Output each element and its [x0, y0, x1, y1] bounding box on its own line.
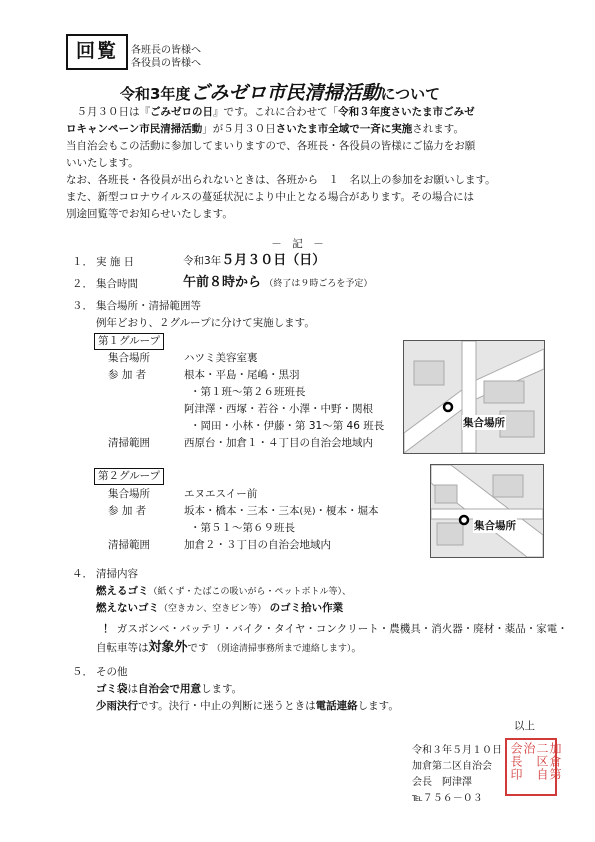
item-2-label: 集合時間 — [96, 278, 138, 290]
exclusion-line-1: ！ ガスボンベ・バッテリ・バイク・タイヤ・コンクリート・農機具・消火器・廃材・薬品・家電・ — [103, 623, 568, 635]
other-line-1: ゴミ袋は自治会で用意します。 — [96, 683, 243, 695]
group-2-place: エヌエスイー前 — [184, 488, 258, 500]
item-5-label: その他 — [96, 666, 128, 678]
group-2-map — [430, 464, 544, 558]
group-2-label: 第２グループ — [94, 468, 164, 485]
item-4-label: 清掃内容 — [96, 568, 138, 580]
intro-line: また、新型コロナウイルスの蔓延状況により中止となる場合があります。その場合には — [66, 191, 475, 203]
item-1-value: 令和3年５月３０日（日） — [183, 253, 326, 268]
group-1-participants: 根本・平島・尾嶋・黒羽 — [184, 369, 300, 381]
exclamation-icon: ！ — [103, 623, 114, 635]
group-1-map-label: 集合場所 — [463, 417, 505, 429]
item-2-number: ２． — [72, 278, 93, 290]
address-line-2: 各役員の皆様へ — [131, 58, 201, 69]
ki-heading: － 記 － — [271, 238, 324, 250]
nonburnable-line: 燃えないゴミ（空きカン、空きビン等） のゴミ拾い作業 — [96, 602, 344, 614]
exclusion-line-2: 自転車等は対象外です （別途清掃事務所まで連絡します）。 — [96, 640, 362, 655]
intro-line: いいたします。 — [66, 157, 139, 169]
intro-line: ロキャンペーン市民清掃活動」が５月３０日さいたま市全域で一斉に実施されます。 — [66, 123, 464, 135]
group-2-range: 加倉２・３丁目の自治会地域内 — [184, 539, 331, 551]
seal-column: 加倉第 — [548, 742, 562, 781]
seal-column: 会長印 — [509, 742, 523, 781]
intro-line: ５月３０日は『ごみゼロの日』です。これに合わせて「令和３年度さいたま市ごみゼ — [76, 106, 475, 118]
item-1-number: １． — [72, 256, 93, 268]
group-2-range-label: 清掃範囲 — [108, 539, 150, 551]
item-5-number: ５． — [72, 666, 93, 678]
address-line-1: 各班長の皆様へ — [131, 45, 201, 56]
document-title — [120, 78, 440, 105]
group-1-label: 第１グループ — [94, 333, 164, 350]
closing-date: 令和３年５月１０日 — [412, 745, 502, 756]
item-2-value: 午前８時から （終了は９時ごろを予定） — [183, 275, 373, 290]
group-2-place-label: 集合場所 — [108, 488, 150, 500]
intro-line: 当自治会もこの活動に参加してまいりますので、各班長・各役員の皆様にご協力をお願 — [66, 140, 476, 152]
title-suffix: について — [380, 85, 441, 103]
item-3-label: 集合場所・清掃範囲等 — [96, 300, 201, 312]
seal-column: 二区自治 — [522, 742, 549, 781]
item-3-number: ３． — [72, 300, 93, 312]
burnable-line: 燃えるゴミ（紙くず・たばこの吸いがら・ペットボトル等）、 — [96, 585, 352, 597]
other-line-2: 少雨決行です。決行・中止の判断に迷うときは電話連絡します。 — [96, 700, 399, 712]
group-2-participants-label: 参 加 者 — [108, 505, 147, 517]
closing-chair: 会長 阿津澤 — [412, 777, 472, 788]
item-4-number: ４． — [72, 568, 93, 580]
closing-ijo: 以上 — [514, 720, 535, 732]
circulation-badge: 回覧 — [66, 34, 128, 70]
group-1-range-label: 清掃範囲 — [108, 437, 150, 449]
group-1-participants: ・第１班～第２６班班長 — [190, 386, 306, 398]
group-2-map-label: 集合場所 — [474, 520, 516, 532]
intro-line: 別途回覧等でお知らせいたします。 — [66, 208, 233, 220]
group-1-participants: 阿津澤・西塚・若谷・小澤・中野・関根 — [184, 403, 373, 415]
group-1-map — [403, 340, 545, 454]
title-main: ごみゼロ市民清掃活動 — [190, 82, 381, 104]
intro-paragraph — [66, 104, 546, 223]
closing-organization: 加倉第二区自治会 — [412, 761, 492, 772]
group-2-participants: 坂本・橋本・三本・三本(晃)・榎本・堀本 — [184, 505, 379, 517]
intro-line: なお、各班長・各役員が出られないときは、各班から １ 名以上の参加をお願いします。 — [66, 174, 496, 186]
group-1-participants: ・岡田・小林・伊藤・第 31～第 46 班長 — [190, 420, 385, 432]
group-1-participants-label: 参 加 者 — [108, 369, 147, 381]
item-1-label: 実 施 日 — [96, 256, 135, 268]
group-1-map-drawing — [404, 341, 544, 453]
group-2-map-drawing — [431, 465, 543, 557]
group-2-participants: ・第５１～第６９班長 — [190, 522, 295, 534]
closing-phone: ℡７５６－０３ — [412, 793, 483, 804]
chair-seal — [505, 738, 562, 796]
group-1-range: 西原台・加倉１・４丁目の自治会地域内 — [184, 437, 373, 449]
title-prefix: 令和3年度 — [120, 85, 191, 103]
group-1-place: ハツミ美容室裏 — [184, 352, 258, 364]
item-3-description: 例年どおり、２グループに分けて実施します。 — [96, 317, 315, 329]
group-1-place-label: 集合場所 — [108, 352, 150, 364]
